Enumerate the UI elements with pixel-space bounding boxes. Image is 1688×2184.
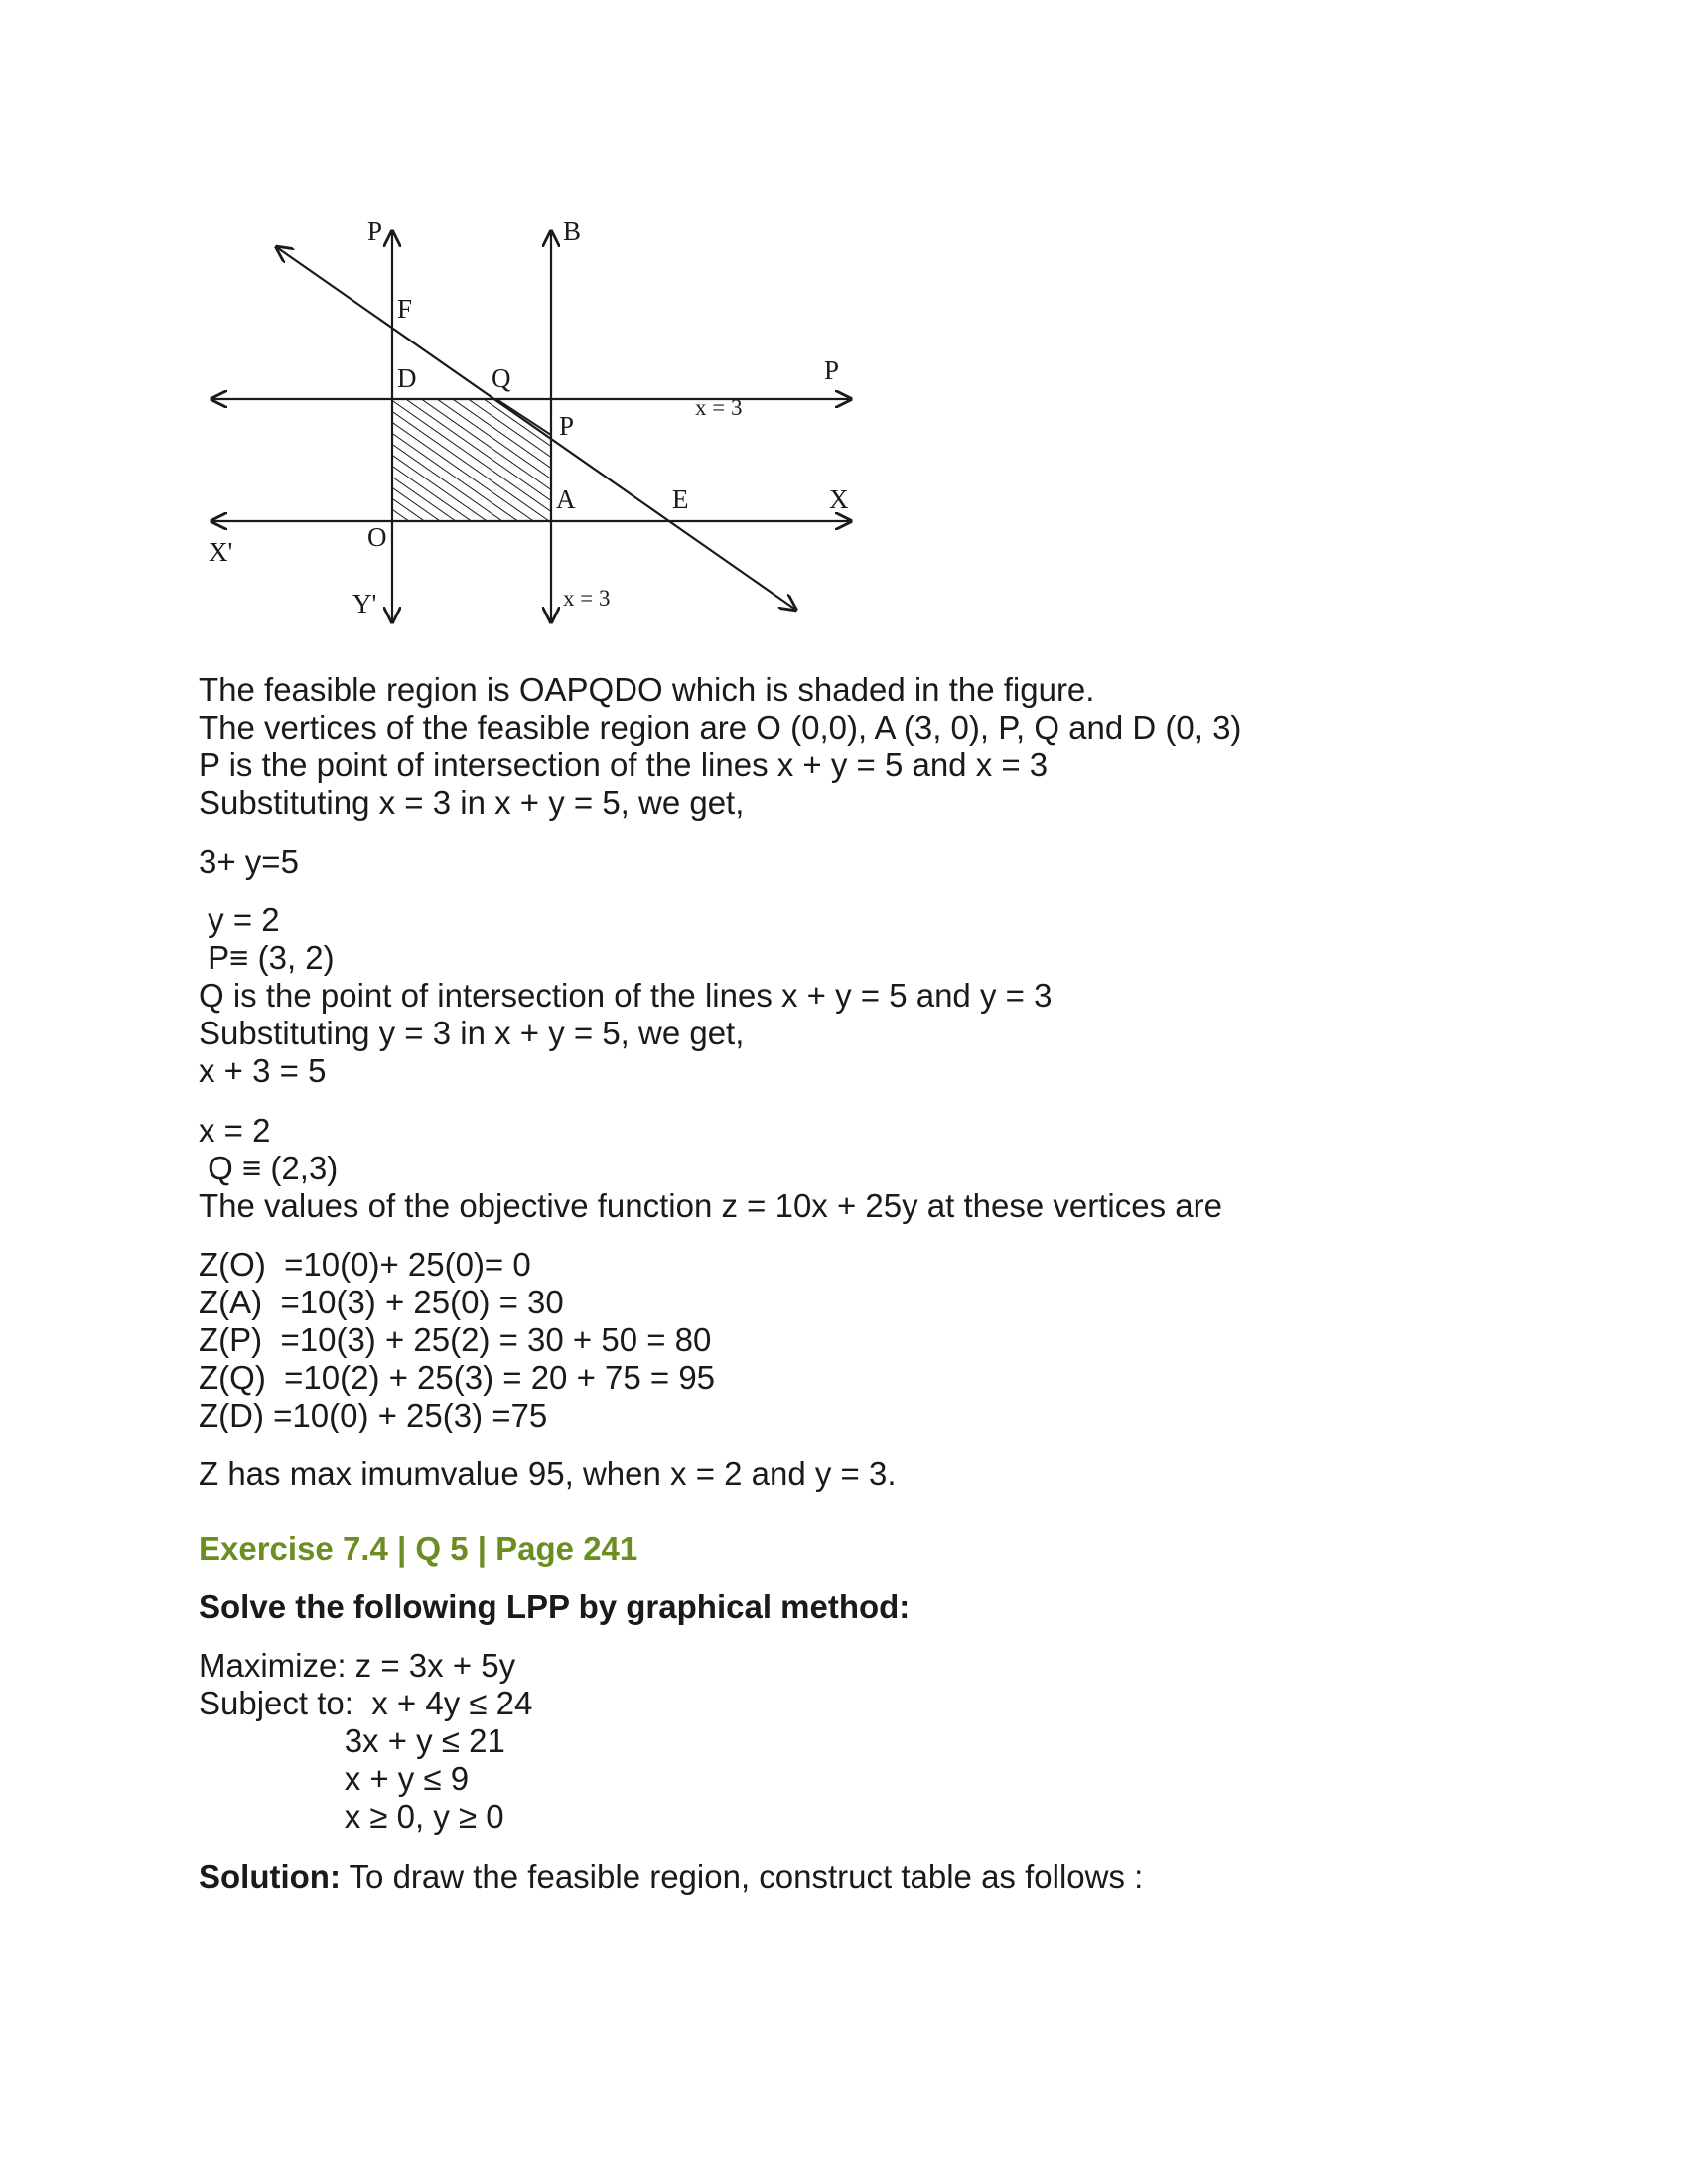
label-x-prime: X' — [209, 537, 233, 567]
constraint-line: Maximize: z = 3x + 5y — [199, 1647, 516, 1684]
x-plus-y-eq-5-line — [278, 248, 794, 609]
text-line: Substituting y = 3 in x + y = 5, we get, — [199, 1015, 745, 1051]
text-line: Z(O) =10(0)+ 25(0)= 0 — [199, 1246, 531, 1283]
text-line: x + 3 = 5 — [199, 1052, 327, 1089]
text-line: Q is the point of intersection of the lines x + y = 5 and y = 3 — [199, 977, 1053, 1014]
text-line: Z(A) =10(3) + 25(0) = 30 — [199, 1284, 564, 1320]
text-line: Q ≡ (2,3) — [199, 1150, 339, 1186]
text-line: P is the point of intersection of the lines x + y = 5 and x = 3 — [199, 747, 1049, 783]
label-y-prime: Y' — [352, 589, 377, 618]
text-line: P≡ (3, 2) — [199, 939, 335, 976]
text-line: Substituting x = 3 in x + y = 5, we get, — [199, 784, 745, 821]
label-x-axis: X — [829, 484, 849, 514]
label-f: F — [397, 294, 413, 324]
feasible-region-figure — [194, 218, 869, 635]
label-o: O — [367, 522, 387, 552]
text-line: Z(P) =10(3) + 25(2) = 30 + 50 = 80 — [199, 1321, 712, 1358]
label-b-top: B — [563, 218, 582, 246]
label-p-right: P — [824, 355, 840, 385]
solution-label: Solution: — [199, 1858, 341, 1895]
exercise-heading: Exercise 7.4 | Q 5 | Page 241 — [199, 1530, 638, 1567]
label-e: E — [672, 484, 689, 514]
label-x-eq-3-top: x = 3 — [695, 395, 743, 420]
constraint-line: x + y ≤ 9 — [199, 1760, 470, 1797]
solution-line — [199, 1858, 1143, 1896]
label-x-eq-3-bottom: x = 3 — [563, 586, 611, 611]
label-d: D — [397, 363, 417, 393]
text-line: x = 2 — [199, 1112, 271, 1149]
text-line: y = 2 — [199, 901, 280, 938]
text-line: The feasible region is OAPQDO which is shaded in the figure. — [199, 671, 1095, 708]
text-line: 3+ y=5 — [199, 843, 299, 880]
label-q: Q — [492, 363, 511, 393]
solution-text: To draw the feasible region, construct table as follows : — [340, 1858, 1144, 1895]
text-line: The vertices of the feasible region are O (0,0), A (3, 0), P, Q and D (0, 3) — [199, 709, 1242, 746]
text-line: Z has max imumvalue 95, when x = 2 and y = 3. — [199, 1455, 897, 1492]
text-line: The values of the objective function z = 10x + 25y at these vertices are — [199, 1187, 1222, 1224]
label-p-mid: P — [559, 411, 575, 441]
feasible-region — [392, 399, 551, 521]
constraint-line: x ≥ 0, y ≥ 0 — [199, 1798, 504, 1835]
exercise-question: Solve the following LPP by graphical method: — [199, 1588, 911, 1625]
text-line: Z(D) =10(0) + 25(3) =75 — [199, 1397, 548, 1433]
label-a: A — [556, 484, 576, 514]
constraint-line: 3x + y ≤ 21 — [199, 1722, 505, 1759]
text-line: Z(Q) =10(2) + 25(3) = 20 + 75 = 95 — [199, 1359, 716, 1396]
constraint-line: Subject to: x + 4y ≤ 24 — [199, 1685, 533, 1721]
graph-svg — [194, 218, 869, 635]
label-p-top: P — [367, 218, 383, 246]
